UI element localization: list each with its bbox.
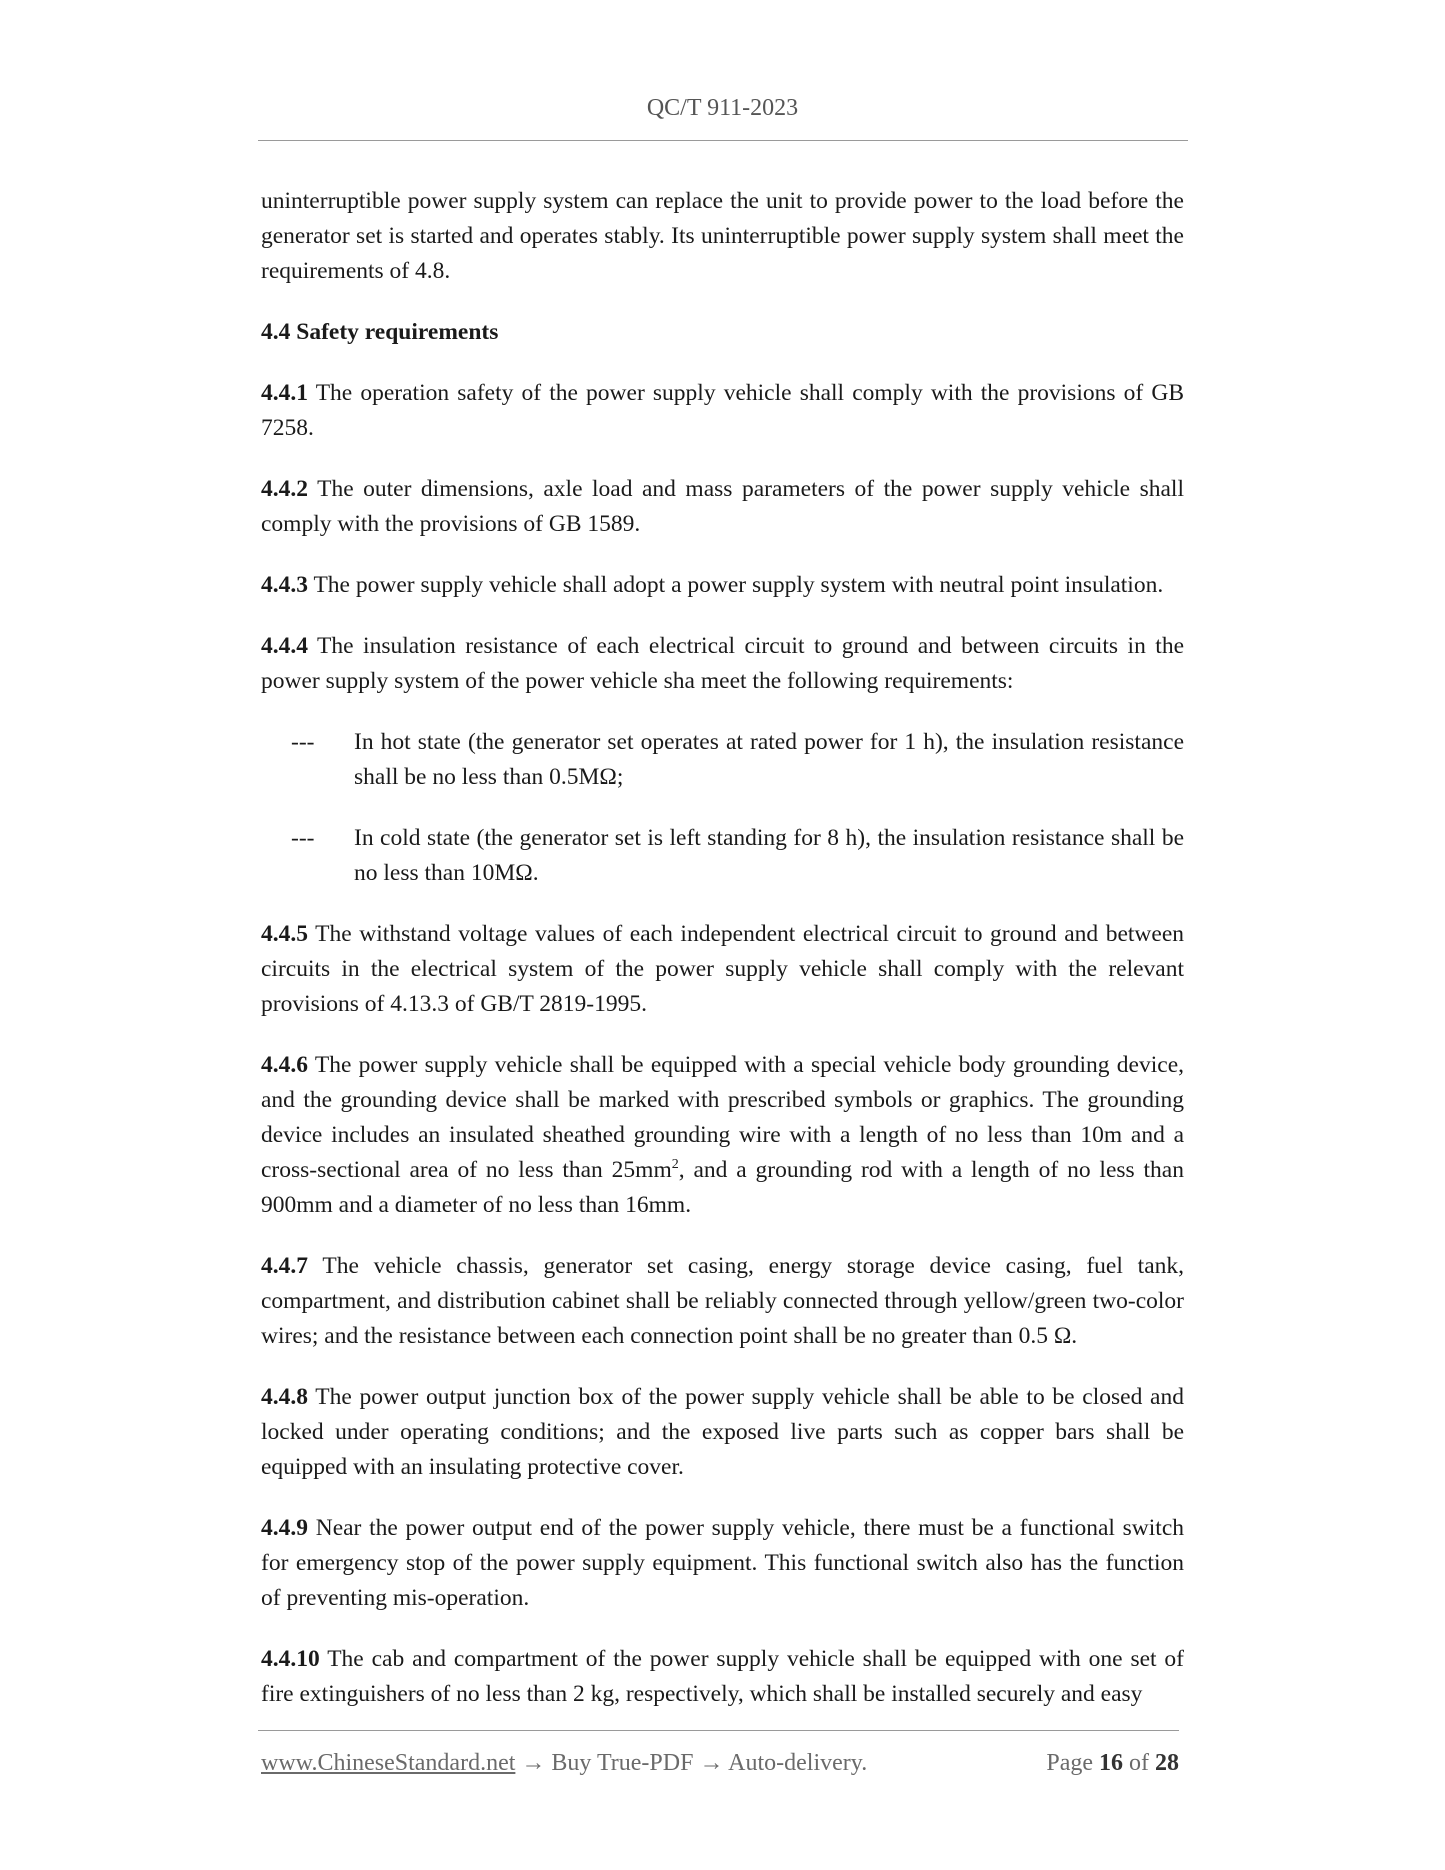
document-code-header: QC/T 911-2023 xyxy=(646,95,799,121)
clause-4-4-2 xyxy=(261,472,1184,542)
page-counter xyxy=(1046,1748,1179,1778)
clause-4-4-10 xyxy=(261,1642,1184,1712)
clause-text: The cab and compartment of the power supply vehicle shall be equipped with one set of fire extinguishers of no less than 2 kg, respectively, which shall be installed securely and easy xyxy=(261,1646,1184,1707)
clause-4-4-9 xyxy=(261,1511,1184,1616)
page-label: Page xyxy=(1046,1750,1093,1776)
of-label: of xyxy=(1129,1750,1149,1776)
clause-number: 4.4.10 xyxy=(261,1646,320,1672)
footer-promo xyxy=(261,1748,867,1778)
section-heading: 4.4 Safety requirements xyxy=(261,319,499,345)
clause-4-4-8 xyxy=(261,1380,1184,1485)
clause-text: The power output junction box of the power supply vehicle shall be able to be closed and locked under operating conditions; and the exposed live parts such as copper bars shall be equipped with an insulating protective cover. xyxy=(261,1384,1184,1480)
total-page-number: 28 xyxy=(1155,1750,1179,1776)
list-item-text: In cold state (the generator set is left standing for 8 h), the insulation resistance shall be no less than 10MΩ. xyxy=(354,825,1184,886)
auto-delivery-text: Auto-delivery. xyxy=(723,1750,868,1776)
clause-text: The power supply vehicle shall be equipped with a special vehicle body grounding device, and the grounding device shall be marked with prescribed symbols or graphics. The grounding device includes an insulated sheathed grounding wire with a length of no less than 10m and a cross-sectional area of no less than 25mm xyxy=(261,1052,1184,1183)
arrow-right-icon: → xyxy=(699,1750,724,1776)
superscript: 2 xyxy=(671,1157,679,1173)
list-item-text: In hot state (the generator set operates at rated power for 1 h), the insulation resistance shall be no less than 0.5MΩ; xyxy=(354,729,1184,790)
list-dash: --- xyxy=(291,729,315,755)
clause-4-4-4 xyxy=(261,629,1184,699)
clause-text: The outer dimensions, axle load and mass parameters of the power supply vehicle shall comply with the provisions of GB 1589. xyxy=(261,476,1184,537)
buy-pdf-text: Buy True-PDF xyxy=(545,1750,700,1776)
clause-text: The insulation resistance of each electrical circuit to ground and between circuits in the power supply system of the power vehicle sha meet the following requirements: xyxy=(261,633,1184,694)
clause-4-4-7 xyxy=(261,1249,1184,1354)
clause-text: The vehicle chassis, generator set casing, energy storage device casing, fuel tank, compartment, and distribution cabinet shall be reliably connected through yellow/green two-color wires; and the resistance between each connection point shall be no greater than 0.5 Ω. xyxy=(261,1253,1184,1349)
clause-number: 4.4.4 xyxy=(261,633,308,659)
clause-number: 4.4.9 xyxy=(261,1515,308,1541)
clause-number: 4.4.2 xyxy=(261,476,308,502)
clause-number: 4.4.7 xyxy=(261,1253,308,1279)
arrow-right-icon: → xyxy=(521,1750,546,1776)
clause-text: The power supply vehicle shall adopt a power supply system with neutral point insulation. xyxy=(308,572,1164,598)
clause-number: 4.4.6 xyxy=(261,1052,308,1078)
document-body xyxy=(261,184,1184,1738)
clause-4-4-5 xyxy=(261,917,1184,1022)
clause-4-4-3 xyxy=(261,568,1184,603)
footer-divider xyxy=(258,1730,1179,1731)
list-item-cold-state xyxy=(291,821,1184,891)
clause-number: 4.4.3 xyxy=(261,572,308,598)
clause-text: The operation safety of the power supply vehicle shall comply with the provisions of GB 7258. xyxy=(261,380,1184,441)
website-link[interactable]: www.ChineseStandard.net xyxy=(261,1750,516,1776)
clause-number: 4.4.8 xyxy=(261,1384,308,1410)
clause-text-continued: , and a grounding rod with a length of no less than 900mm and a diameter of no less than 16mm. xyxy=(261,1157,1184,1218)
list-item-hot-state xyxy=(291,725,1184,795)
current-page-number: 16 xyxy=(1099,1750,1123,1776)
clause-text: Near the power output end of the power supply vehicle, there must be a functional switch for emergency stop of the power supply equipment. This functional switch also has the function of preventing mis-operation. xyxy=(261,1515,1184,1611)
clause-number: 4.4.5 xyxy=(261,921,308,947)
clause-4-4-1 xyxy=(261,376,1184,446)
intro-paragraph: uninterruptible power supply system can replace the unit to provide power to the load before the generator set is started and operates stably. Its uninterruptible power supply system shall meet the requirements of 4.8. xyxy=(261,188,1184,284)
clause-number: 4.4.1 xyxy=(261,380,308,406)
clause-4-4-6 xyxy=(261,1048,1184,1223)
list-dash: --- xyxy=(291,825,315,851)
header-divider xyxy=(258,140,1188,141)
clause-text: The withstand voltage values of each independent electrical circuit to ground and between circuits in the electrical system of the power supply vehicle shall comply with the relevant provisions of 4.13.3 of GB/T 2819-1995. xyxy=(261,921,1184,1017)
